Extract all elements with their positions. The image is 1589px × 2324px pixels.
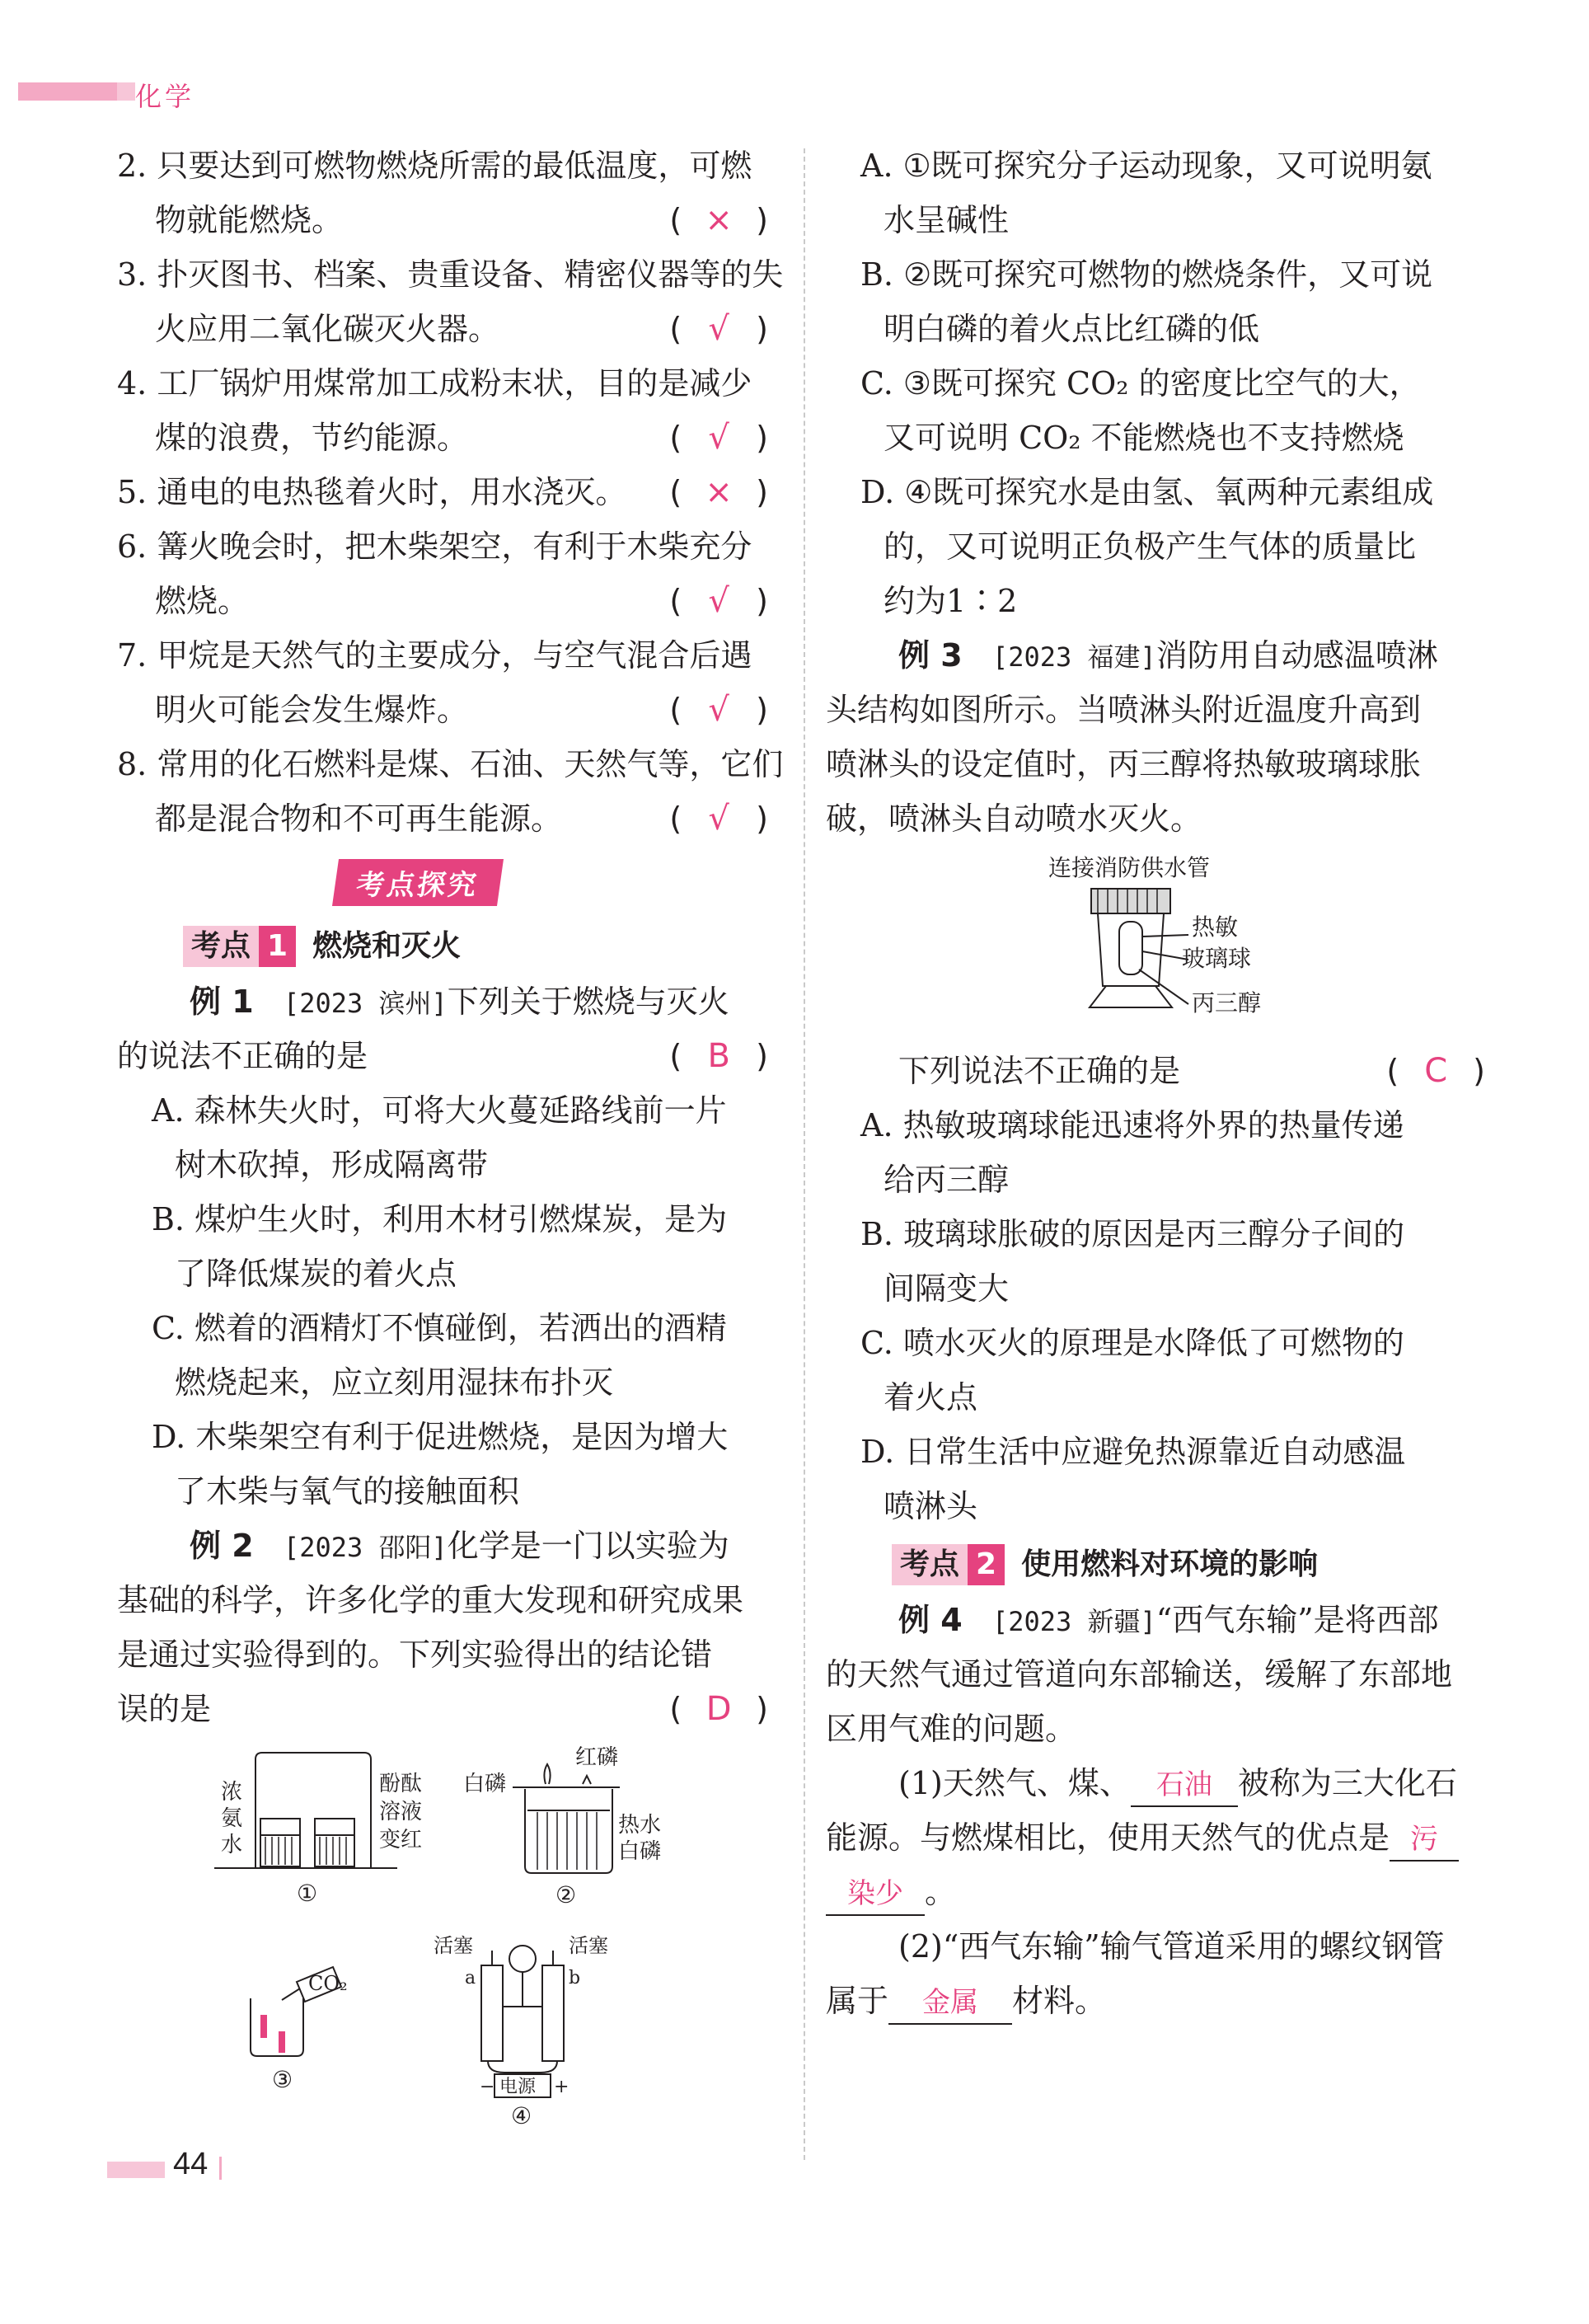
example-4-stem-line: 的天然气通过管道向东部输送，缓解了东部地 — [826, 1656, 1453, 1693]
fig4-tube-b: b — [569, 1968, 581, 1988]
option-line: 着火点 — [884, 1379, 978, 1416]
fig2-label-red-p: 红磷 — [575, 1745, 619, 1770]
option-line: C. 燃着的酒精灯不慎碰倒，若洒出的酒精 — [152, 1310, 727, 1346]
right-column — [826, 139, 1485, 2028]
true-false-list — [117, 139, 784, 846]
example-3-stem-line: 破，喷淋头自动喷水灭火。 — [826, 800, 1202, 837]
example-stem: 下列关于燃烧与灭火 — [447, 984, 729, 1020]
answer-value: D — [705, 1690, 732, 1728]
example-1-stem — [117, 974, 768, 1029]
answer-bracket: ( B ) — [669, 1029, 768, 1083]
experiment-figure — [117, 1743, 768, 2130]
option-line: 的，又可说明正负极产生气体的质量比 — [884, 528, 1417, 565]
figure-4 — [481, 1946, 564, 2097]
fig1-number: ① — [297, 1880, 318, 1907]
kaodian-number: 1 — [259, 926, 296, 967]
option-line: 明白磷的着火点比红磷的低 — [884, 311, 1260, 347]
kaodian-name: 燃烧和灭火 — [312, 929, 462, 963]
example-3-stem — [826, 628, 1485, 683]
fig4-minus: − — [480, 2077, 495, 2097]
example-2-stem — [117, 1519, 768, 1573]
example-4-stem — [826, 1593, 1485, 1647]
example-stem: “西气东输”是将西部 — [1155, 1602, 1439, 1638]
option-line: A. 森林失火时，可将大火蔓延路线前一片 — [152, 1092, 727, 1129]
sprinkler-glass-label-2: 玻璃球 — [1182, 945, 1252, 972]
answer-mark: × — [705, 201, 733, 239]
example-source: [2023 新疆] — [991, 1606, 1156, 1637]
example-4-q1 — [826, 1756, 1485, 1810]
example-3-stem-line: 喷淋头的设定值时，丙三醇将热敏玻璃球胀 — [826, 746, 1422, 782]
tf-item-line — [117, 791, 768, 846]
tf-item-text: 都是混合物和不可再生能源。 — [155, 800, 563, 837]
tf-item-text: 物就能燃烧。 — [155, 202, 344, 238]
fill-blank-answer: 石油 — [1131, 1764, 1238, 1807]
answer-bracket: ( √ ) — [669, 683, 768, 737]
figure-2 — [513, 1764, 620, 1873]
tf-item-line — [117, 411, 768, 465]
answer-bracket: ( × ) — [669, 193, 768, 247]
tf-item-line — [117, 465, 768, 519]
left-column — [117, 139, 784, 2130]
tf-item-line — [117, 247, 784, 302]
kaodian-name: 使用燃料对环境的影响 — [1021, 1547, 1319, 1581]
fig3-number: ③ — [272, 2066, 293, 2093]
option-line: A. 热敏玻璃球能迅速将外界的热量传递 — [860, 1107, 1404, 1143]
tf-item-text: 5. 通电的电热毯着火时，用水浇灭。 — [117, 474, 627, 510]
sprinkler-body — [1090, 889, 1188, 1007]
answer-bracket: ( D ) — [669, 1682, 768, 1736]
example-source: [2023 滨州] — [283, 988, 448, 1019]
option-line: C. ③既可探究 CO₂ 的密度比空气的大， — [860, 365, 1421, 401]
option-line: 燃烧起来，应立刻用湿抹布扑灭 — [175, 1364, 614, 1401]
kaodian-tag: 考点 — [183, 926, 259, 967]
fill-blank-answer: 金属 — [888, 1982, 1012, 2025]
fig1-right-label-3: 变红 — [379, 1828, 423, 1852]
tf-item-text: 8. 常用的化石燃料是煤、石油、天然气等，它们 — [117, 746, 784, 782]
answer-bracket: ( √ ) — [669, 302, 768, 356]
sprinkler-pipe-label: 连接消防供水管 — [1048, 854, 1211, 881]
example-4-q1-line3 — [826, 1865, 1485, 1919]
option-line: 约为1∶2 — [884, 583, 1018, 619]
example-stem: 误的是 — [117, 1691, 212, 1727]
example-2-stem-line — [117, 1682, 768, 1736]
q2-text: (2)“西气东输”输气管道采用的螺纹钢管 — [898, 1928, 1445, 1965]
option-line: D. ④既可探究水是由氢、氧两种元素组成 — [860, 474, 1434, 510]
tf-item-line — [117, 519, 768, 574]
q2-text: 材料。 — [1012, 1983, 1107, 2019]
example-4-q1-line2 — [826, 1810, 1485, 1865]
kaodian-2-heading — [826, 1533, 1485, 1593]
example-3-question — [826, 1044, 1485, 1098]
tf-item-line — [117, 356, 768, 411]
example-stem: 消防用自动感温喷淋 — [1155, 637, 1438, 674]
column-divider — [804, 148, 805, 2160]
example-question: 下列说法不正确的是 — [898, 1053, 1181, 1089]
fig4-tube-a: a — [465, 1968, 476, 1988]
example-4-q2-line2 — [826, 1974, 1485, 2028]
option-line: 间隔变大 — [884, 1270, 1010, 1307]
option-line: A. ①既可探究分子运动现象，又可说明氨 — [860, 148, 1432, 184]
option-line: 给丙三醇 — [884, 1162, 1010, 1198]
answer-bracket: ( × ) — [669, 465, 768, 519]
tf-item-line — [117, 628, 768, 683]
fig1-left-label-1: 浓 — [221, 1780, 243, 1805]
sprinkler-figure — [826, 846, 1485, 1044]
fig2-label-hot-water: 热水 — [618, 1813, 662, 1838]
option-line: D. 木柴架空有利于促进燃烧，是因为增大 — [152, 1419, 729, 1455]
answer-bracket: ( √ ) — [669, 574, 768, 628]
fig2-number: ② — [555, 1881, 577, 1908]
option-line: 水呈碱性 — [884, 202, 1010, 238]
q1-text: 能源。与燃煤相比，使用天然气的优点是 — [826, 1819, 1390, 1856]
section-banner — [117, 854, 768, 912]
example-1-stem-2 — [117, 1029, 768, 1083]
example-source: [2023 福建] — [991, 641, 1156, 673]
q2-text: 属于 — [826, 1983, 889, 2019]
example-2-stem-line: 是通过实验得到的。下列实验得出的结论错 — [117, 1636, 713, 1673]
option-line: 喷淋头 — [884, 1488, 978, 1524]
option-line: B. 煤炉生火时，利用木材引燃煤炭，是为 — [152, 1201, 728, 1237]
section-banner-label: 考点探究 — [332, 859, 504, 906]
answer-mark: √ — [708, 419, 729, 457]
fig1-left-label-2: 氨 — [221, 1806, 243, 1831]
answer-mark: × — [705, 473, 733, 511]
footer-bar — [107, 2162, 165, 2178]
answer-value: C — [1424, 1052, 1448, 1090]
tf-item-text: 6. 篝火晚会时，把木柴架空，有利于木柴充分 — [117, 528, 752, 565]
option-line: B. 玻璃球胀破的原因是丙三醇分子间的 — [860, 1216, 1405, 1252]
fig4-number: ④ — [511, 2102, 532, 2129]
sprinkler-diagram — [826, 846, 1485, 1044]
subject-title: 化学 — [135, 81, 195, 112]
page-number: 44 — [173, 2147, 209, 2181]
experiment-diagrams — [117, 1743, 768, 2130]
fill-blank-answer: 染少 — [826, 1873, 925, 1916]
answer-mark: √ — [708, 800, 729, 838]
fig2-label-white-p-2: 白磷 — [618, 1839, 662, 1864]
example-label: 例 1 — [190, 984, 254, 1020]
option-line: B. ②既可探究可燃物的燃烧条件，又可说 — [860, 256, 1433, 293]
example-3-options — [826, 1098, 1485, 1533]
answer-bracket: ( √ ) — [669, 411, 768, 465]
fig3-co2-label: CO₂ — [308, 1972, 348, 1995]
option-line: 又可说明 CO₂ 不能燃烧也不支持燃烧 — [884, 420, 1404, 456]
option-line: 树木砍掉，形成隔离带 — [175, 1147, 489, 1183]
q1-text: 被称为三大化石 — [1237, 1765, 1457, 1801]
tf-item-line — [117, 683, 768, 737]
header-bar — [18, 82, 117, 101]
fig4-power-label: 电源 — [499, 2077, 537, 2097]
tf-item-line — [117, 139, 768, 193]
example-4-q2 — [826, 1919, 1485, 1974]
example-label: 例 4 — [898, 1602, 963, 1638]
example-source: [2023 邵阳] — [283, 1532, 448, 1563]
kaodian-tag: 考点 — [892, 1544, 968, 1585]
fig4-stopcock-left: 活塞 — [434, 1934, 473, 1957]
tf-item-line — [117, 193, 768, 247]
tf-item-text: 火应用二氧化碳灭火器。 — [155, 311, 500, 347]
answer-mark: √ — [708, 691, 729, 729]
sprinkler-glycerol-label: 丙三醇 — [1192, 989, 1262, 1016]
fig2-label-white-p: 白磷 — [463, 1772, 507, 1796]
example-label: 例 2 — [190, 1528, 254, 1564]
tf-item-text: 明火可能会发生爆炸。 — [155, 692, 469, 728]
tf-item-line — [117, 302, 768, 356]
example-1-options — [117, 1083, 768, 1519]
answer-value: B — [707, 1037, 730, 1075]
tf-item-text: 2. 只要达到可燃物燃烧所需的最低温度，可燃 — [117, 148, 752, 184]
sprinkler-glass-label-1: 热敏 — [1192, 913, 1239, 941]
answer-bracket: ( √ ) — [669, 791, 768, 846]
answer-bracket: ( C ) — [1386, 1044, 1485, 1098]
tf-item-text: 7. 甲烷是天然气的主要成分，与空气混合后遇 — [117, 637, 752, 674]
example-label: 例 3 — [898, 637, 963, 674]
option-line: 了降低煤炭的着火点 — [175, 1256, 457, 1292]
example-3-stem-line: 头结构如图所示。当喷淋头附近温度升高到 — [826, 692, 1422, 728]
fill-blank-answer: 污 — [1390, 1819, 1459, 1862]
tf-item-text: 4. 工厂锅炉用煤常加工成粉末状，目的是减少 — [117, 365, 752, 401]
tf-item-text: 3. 扑灭图书、档案、贵重设备、精密仪器等的失 — [117, 256, 784, 293]
answer-mark: √ — [708, 310, 729, 348]
example-2-options — [826, 139, 1485, 628]
tf-item-line — [117, 737, 784, 791]
q1-text: (1)天然气、煤、 — [898, 1765, 1131, 1801]
example-2-stem-line: 基础的科学，许多化学的重大发现和研究成果 — [117, 1582, 744, 1618]
footer-tick — [219, 2157, 222, 2180]
fig1-left-label-3: 水 — [221, 1833, 243, 1857]
example-4-stem-line: 区用气难的问题。 — [826, 1711, 1077, 1747]
header-bar-accent — [117, 82, 135, 101]
example-stem: 的说法不正确的是 — [117, 1038, 368, 1074]
example-stem: 化学是一门以实验为 — [447, 1528, 729, 1564]
tf-item-text: 燃烧。 — [155, 583, 250, 619]
option-line: 了木柴与氧气的接触面积 — [175, 1473, 520, 1509]
fig4-stopcock-right: 活塞 — [569, 1934, 608, 1957]
fig1-right-label-2: 溶液 — [379, 1800, 423, 1824]
fig1-right-label-1: 酚酞 — [379, 1772, 423, 1796]
fig4-plus: + — [554, 2077, 570, 2097]
kaodian-number: 2 — [968, 1544, 1005, 1585]
option-line: C. 喷水灭火的原理是水降低了可燃物的 — [860, 1325, 1404, 1361]
option-line: D. 日常生活中应避免热源靠近自动感温 — [860, 1434, 1406, 1470]
tf-item-line — [117, 574, 768, 628]
tf-item-text: 煤的浪费，节约能源。 — [155, 420, 469, 456]
answer-mark: √ — [708, 582, 729, 620]
kaodian-1-heading — [117, 915, 768, 974]
q1-text: 。 — [925, 1874, 957, 1910]
